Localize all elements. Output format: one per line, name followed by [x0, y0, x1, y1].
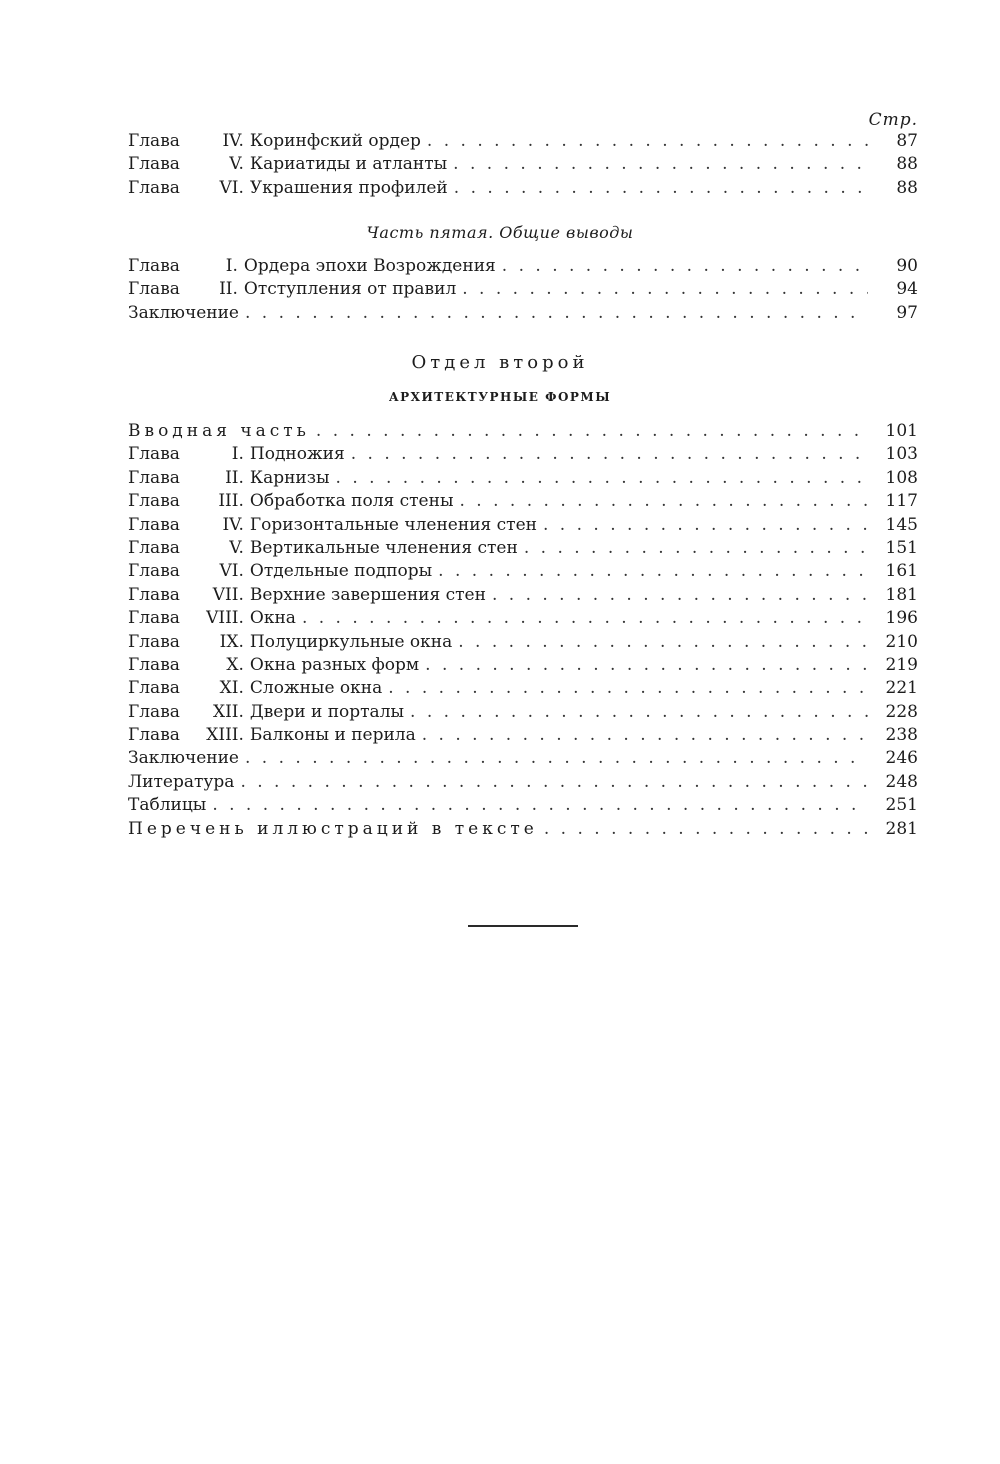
chapter-word: Глава: [128, 654, 180, 675]
toc-entry-title: Вводная часть: [128, 421, 310, 441]
chapter-numeral: VII.: [212, 584, 244, 605]
chapter-word: Глава: [128, 678, 180, 699]
dot-leader: [336, 467, 868, 490]
toc-entry-lead: [128, 153, 250, 176]
chapter-word: Глава: [128, 279, 180, 300]
toc-entry-title: Карнизы: [249, 467, 330, 488]
chapter-word: Глава: [128, 131, 180, 151]
end-rule: [468, 925, 578, 927]
division-subheading: АРХИТЕКТУРНЫЕ ФОРМЫ: [388, 390, 612, 404]
chapter-word: Глава: [128, 608, 180, 629]
dot-leader: [245, 747, 868, 770]
toc-entry-title: Сложные окна: [249, 678, 383, 699]
chapter-numeral: II.: [219, 279, 238, 300]
toc-entry-title: Горизонтальные членения стен: [249, 514, 537, 535]
toc-entry: [128, 514, 918, 537]
toc-entry: [128, 130, 918, 153]
toc-entry: [128, 177, 918, 200]
dot-leader: [212, 794, 868, 817]
toc-entry-lead: [128, 677, 250, 700]
dot-leader: [492, 584, 868, 607]
dot-leader: [410, 701, 868, 724]
chapter-word: Глава: [128, 256, 180, 276]
chapter-numeral: X.: [226, 654, 244, 675]
toc-entry-page: 103: [885, 444, 918, 465]
chapter-numeral: XIII.: [206, 725, 244, 746]
toc-entry-page: 88: [896, 154, 918, 175]
toc-entry-page: 161: [885, 561, 918, 582]
toc-entry: [128, 537, 918, 560]
toc-entry-title: Обработка поля стены: [249, 491, 454, 512]
toc-entry-lead: [128, 490, 250, 513]
chapter-word: Глава: [128, 444, 180, 465]
dot-leader: [524, 537, 868, 560]
chapter-word: Глава: [128, 154, 180, 175]
toc-entry-page: 101: [885, 421, 918, 441]
toc-entry-page: 248: [885, 771, 918, 792]
chapter-word: Глава: [128, 467, 180, 488]
toc-entry-title: Отдельные подпоры: [249, 561, 433, 582]
toc-entry-lead: [128, 467, 250, 490]
chapter-word: Глава: [128, 701, 180, 722]
toc-entry: [128, 467, 918, 490]
toc-entry: [128, 701, 918, 724]
toc-entry: [128, 794, 918, 817]
toc-entry-lead: [128, 130, 250, 153]
toc-entry: [128, 584, 918, 607]
dot-leader: [240, 771, 868, 794]
chapter-numeral: IV.: [222, 131, 244, 151]
division-heading: Отдел второй: [411, 352, 589, 373]
dot-leader: [422, 724, 868, 747]
chapter-word: Глава: [128, 561, 180, 582]
toc-entry: [128, 153, 918, 176]
toc-entry: [128, 724, 918, 747]
toc-entry-title: Литература: [128, 771, 235, 792]
toc-entry-lead: [128, 560, 250, 583]
toc-entry-title: Таблицы: [128, 795, 207, 816]
toc-entry-title: Верхние завершения стен: [249, 584, 486, 605]
toc-section-part-five: [128, 255, 918, 325]
toc-entry-lead: [128, 631, 250, 654]
chapter-word: Глава: [128, 725, 180, 746]
toc-entry-page: 97: [896, 302, 918, 323]
toc-entry-lead: [128, 177, 250, 200]
dot-leader: [454, 177, 868, 200]
toc-entry-page: 238: [885, 725, 918, 746]
toc-entry: [128, 278, 918, 301]
toc-entry-page: 117: [885, 491, 918, 512]
toc-entry-title: Вертикальные членения стен: [249, 537, 518, 558]
chapter-word: Глава: [128, 537, 180, 558]
chapter-numeral: XI.: [219, 678, 244, 699]
toc-entry: [128, 631, 918, 654]
toc-entry-lead: [128, 255, 244, 278]
dot-leader: [453, 153, 868, 176]
page-column-label: Стр.: [868, 110, 918, 130]
chapter-numeral: IX.: [219, 631, 244, 652]
dot-leader: [316, 420, 868, 443]
part-five-heading: Часть пятая. Общие выводы: [366, 223, 634, 242]
chapter-word: Глава: [128, 177, 180, 198]
chapter-numeral: VI.: [219, 177, 244, 198]
toc-entry-title: Подножия: [249, 444, 345, 465]
toc-entry: [128, 654, 918, 677]
toc-entry-page: 88: [896, 177, 918, 198]
dot-leader: [425, 654, 868, 677]
dot-leader: [458, 631, 868, 654]
toc-entry-page: 196: [885, 608, 918, 629]
chapter-numeral: IV.: [222, 514, 244, 535]
chapter-numeral: I.: [231, 444, 244, 465]
chapter-numeral: I.: [225, 256, 238, 276]
dot-leader: [543, 514, 868, 537]
toc-entry-title: Окна разных форм: [249, 654, 420, 675]
chapter-numeral: V.: [229, 154, 244, 175]
toc-entry-lead: [128, 443, 250, 466]
toc-entry: [128, 677, 918, 700]
toc-entry-title: Украшения профилей: [249, 177, 448, 198]
toc-entry: [128, 818, 918, 841]
dot-leader: [438, 560, 868, 583]
toc-entry-lead: [128, 607, 250, 630]
toc-entry-title: Окна: [249, 608, 296, 629]
toc-entry-title: Коринфский ордер: [249, 131, 421, 151]
toc-entry-title: Ордера эпохи Возрождения: [243, 256, 496, 276]
toc-entry-title: Кариатиды и атланты: [249, 154, 448, 175]
toc-entry-lead: [128, 537, 250, 560]
chapter-numeral: II.: [225, 467, 244, 488]
dot-leader: [462, 278, 868, 301]
toc-entry-page: 246: [885, 748, 918, 769]
toc-entry-page: 108: [885, 467, 918, 488]
toc-entry-title: Перечень иллюстраций в тексте: [128, 818, 538, 839]
chapter-word: Глава: [128, 491, 180, 512]
toc-entry-title: Заключение: [128, 748, 239, 769]
toc-entry: [128, 747, 918, 770]
chapter-word: Глава: [128, 514, 180, 535]
toc-entry: [128, 443, 918, 466]
toc-entry-lead: [128, 584, 250, 607]
toc-entry-page: 221: [885, 678, 918, 699]
toc-entry-page: 90: [896, 256, 918, 276]
chapter-numeral: VI.: [219, 561, 244, 582]
toc-entry-page: 181: [885, 584, 918, 605]
dot-leader: [459, 490, 868, 513]
toc-entry: [128, 771, 918, 794]
toc-entry-page: 281: [885, 818, 918, 839]
toc-entry-title: Заключение: [128, 302, 239, 323]
chapter-word: Глава: [128, 584, 180, 605]
chapter-word: Глава: [128, 631, 180, 652]
toc-entry-lead: [128, 701, 250, 724]
toc-entry: [128, 560, 918, 583]
chapter-numeral: III.: [218, 491, 244, 512]
dot-leader: [388, 677, 868, 700]
dot-leader: [427, 130, 868, 153]
dot-leader: [544, 818, 868, 841]
toc-entry-title: Полуциркульные окна: [249, 631, 453, 652]
toc-entry-page: 151: [885, 537, 918, 558]
chapter-numeral: VIII.: [206, 608, 244, 629]
dot-leader: [302, 607, 868, 630]
toc-entry-page: 94: [896, 279, 918, 300]
toc-entry-title: Балконы и перила: [249, 725, 416, 746]
toc-entry: [128, 302, 918, 325]
dot-leader: [502, 255, 868, 278]
toc-entry-page: 219: [885, 654, 918, 675]
toc-entry-lead: [128, 724, 250, 747]
toc-entry-lead: [128, 278, 244, 301]
toc-section-part-four: [128, 130, 918, 200]
toc-entry: [128, 420, 918, 443]
dot-leader: [351, 443, 868, 466]
toc-entry: [128, 255, 918, 278]
toc-entry-title: Двери и порталы: [249, 701, 405, 722]
toc-entry-title: Отступления от правил: [243, 279, 457, 300]
toc-entry: [128, 607, 918, 630]
toc-entry-page: 251: [885, 795, 918, 816]
dot-leader: [245, 302, 868, 325]
chapter-numeral: V.: [229, 537, 244, 558]
toc-entry-page: 210: [885, 631, 918, 652]
toc-entry-lead: [128, 514, 250, 537]
toc-entry: [128, 490, 918, 513]
chapter-numeral: XII.: [212, 701, 244, 722]
toc-entry-lead: [128, 654, 250, 677]
toc-section-division-two: [128, 420, 918, 841]
toc-entry-page: 87: [896, 131, 918, 151]
toc-entry-page: 228: [885, 701, 918, 722]
toc-entry-page: 145: [885, 514, 918, 535]
